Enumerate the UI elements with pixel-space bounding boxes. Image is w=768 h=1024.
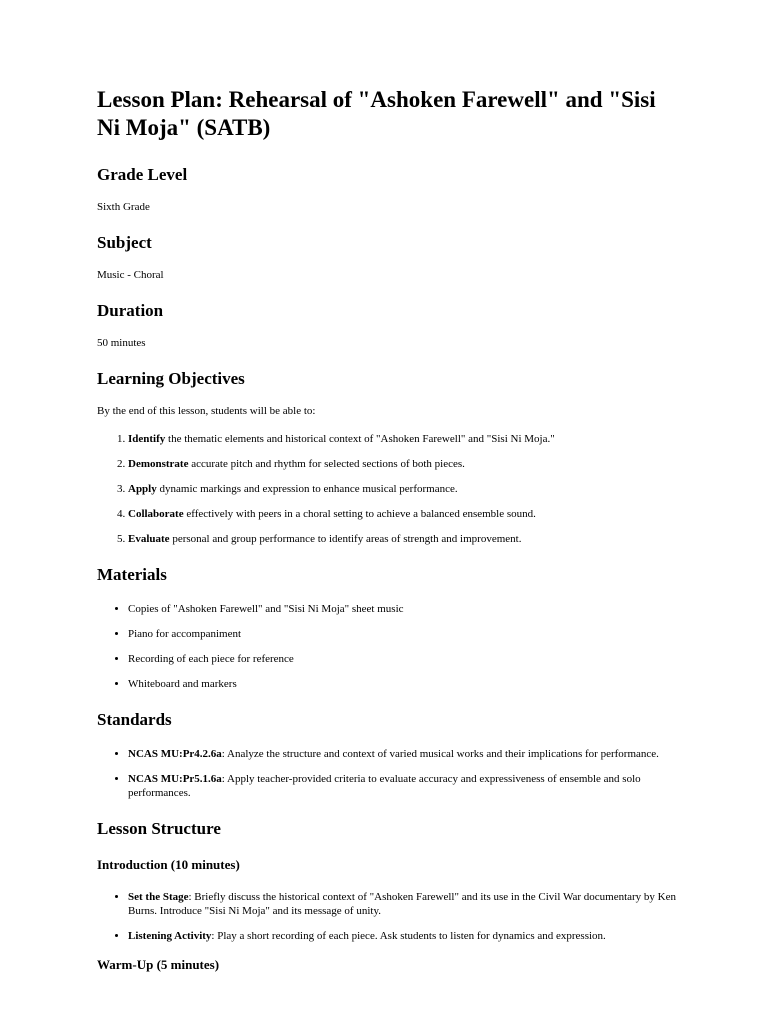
standards-list bbox=[97, 747, 677, 800]
objective-keyword: Collaborate bbox=[128, 508, 184, 520]
document-page bbox=[97, 0, 677, 974]
standards-heading: Standards bbox=[97, 710, 172, 729]
activity-name: Listening Activity bbox=[128, 930, 212, 942]
list-item bbox=[128, 457, 677, 471]
introduction-heading: Introduction (10 minutes) bbox=[97, 857, 240, 872]
objective-keyword: Identify bbox=[128, 433, 166, 445]
grade-level-text: Sixth Grade bbox=[97, 201, 150, 213]
list-item: • Recording of each piece for reference bbox=[128, 652, 677, 666]
objectives-list bbox=[97, 432, 677, 546]
list-item bbox=[128, 532, 677, 546]
list-item: • Piano for accompaniment bbox=[128, 627, 677, 641]
materials-heading: Materials bbox=[97, 565, 167, 584]
list-item bbox=[128, 747, 677, 761]
grade-level-heading: Grade Level bbox=[97, 165, 188, 184]
subject-heading: Subject bbox=[97, 233, 152, 252]
list-item bbox=[128, 929, 677, 943]
activity-text: : Play a short recording of each piece. Ask students to listen for dynamics and expression. bbox=[211, 930, 606, 942]
list-item bbox=[128, 482, 677, 496]
activity-text: : Briefly discuss the historical context of "Ashoken Farewell" and its use in the Civil War documentary by Ken Burns. Introduce "Sisi Ni Moja" and its message of unity. bbox=[128, 891, 677, 917]
objectives-intro: By the end of this lesson, students will be able to: bbox=[97, 405, 316, 417]
list-item bbox=[128, 772, 677, 800]
introduction-list bbox=[97, 890, 677, 943]
lesson-structure-heading: Lesson Structure bbox=[97, 819, 221, 838]
list-item bbox=[128, 432, 677, 446]
duration-text: 50 minutes bbox=[97, 337, 146, 349]
objective-text: personal and group performance to identify areas of strength and improvement. bbox=[169, 533, 522, 545]
objectives-heading: Learning Objectives bbox=[97, 369, 245, 388]
objective-keyword: Demonstrate bbox=[128, 458, 189, 470]
standard-code: NCAS MU:Pr4.2.6a bbox=[128, 748, 222, 760]
objective-text: the thematic elements and historical context of "Ashoken Farewell" and "Sisi Ni Moja." bbox=[165, 433, 555, 445]
subject-text: Music - Choral bbox=[97, 269, 164, 281]
list-item bbox=[128, 890, 677, 918]
objective-text: accurate pitch and rhythm for selected sections of both pieces. bbox=[188, 458, 465, 470]
duration-heading: Duration bbox=[97, 301, 164, 320]
objective-text: dynamic markings and expression to enhance musical performance. bbox=[156, 483, 458, 495]
activity-name: Set the Stage bbox=[128, 891, 189, 903]
standard-code: NCAS MU:Pr5.1.6a bbox=[128, 773, 222, 785]
list-item: • Copies of "Ashoken Farewell" and "Sisi Ni Moja" sheet music bbox=[128, 602, 677, 616]
objective-keyword: Evaluate bbox=[128, 533, 170, 545]
materials-list bbox=[97, 602, 677, 691]
objective-keyword: Apply bbox=[128, 483, 157, 495]
warmup-heading: Warm-Up (5 minutes) bbox=[97, 957, 220, 972]
standard-text: : Apply teacher-provided criteria to evaluate accuracy and expressiveness of ensemble and solo performances. bbox=[128, 773, 641, 799]
page-title: Lesson Plan: Rehearsal of "Ashoken Farewell" and "Sisi Ni Moja" (SATB) bbox=[97, 87, 656, 140]
objective-text: effectively with peers in a choral setting to achieve a balanced ensemble sound. bbox=[183, 508, 536, 520]
standard-text: : Analyze the structure and context of varied musical works and their implications for performance. bbox=[221, 748, 659, 760]
list-item bbox=[128, 507, 677, 521]
list-item: • Whiteboard and markers bbox=[128, 677, 677, 691]
